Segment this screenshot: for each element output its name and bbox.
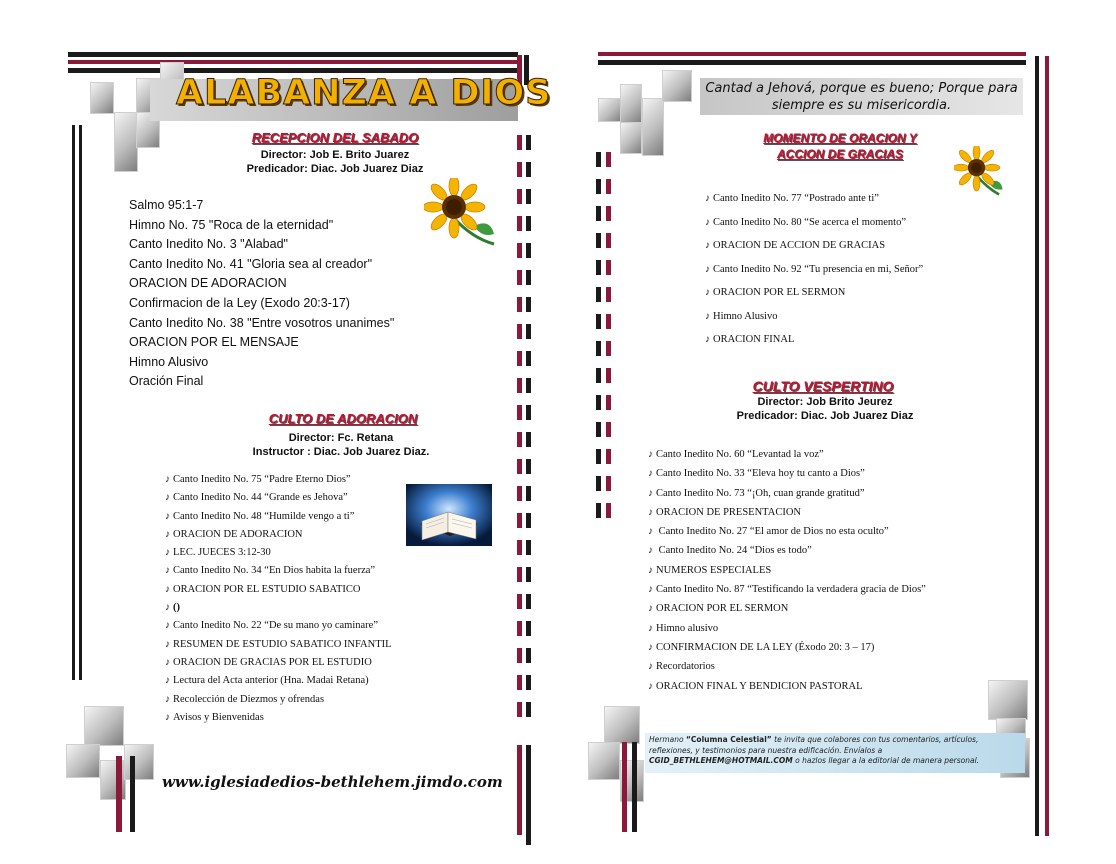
footer-note [645,733,1025,773]
deco-square [124,744,154,780]
music-note-icon: ♪ [165,565,170,577]
sunflower-icon [424,178,498,248]
list-item: ♪ Lectura del Acta anterior (Hna. Madai Retana) [165,675,369,687]
music-note-icon: ♪ [165,638,170,650]
list-item: ♪ ORACION FINAL [705,334,795,345]
list-item: ♪ Himno alusivo [648,622,719,634]
deco-square [114,112,138,172]
list-item: ♪ Canto Inedito No. 44 “Grande es Jehova” [165,492,348,504]
music-note-icon: ♪ [705,193,710,204]
list-item: ♪ Canto Inedito No. 80 “Se acerca el momento” [705,216,907,228]
adoracion-instructor: Instructor : Diac. Job Juarez Diaz. [252,446,430,458]
music-note-icon: ♪ [648,622,653,634]
list-item: ♪ Canto Inedito No. 60 “Levantad la voz” [648,449,824,460]
banner-title: ALABANZA A DIOS [176,73,552,113]
left-edge-bar-2 [79,125,82,680]
music-note-icon: ♪ [648,680,653,692]
music-note-icon: ♪ [165,474,170,485]
music-note-icon: ♪ [648,564,653,576]
list-item: ♪ Recolección de Diezmos y ofrendas [165,693,325,705]
music-note-icon: ♪ [165,602,170,614]
music-note-icon: ♪ [648,526,653,538]
music-note-icon: ♪ [705,216,710,228]
music-note-icon: ♪ [165,693,170,705]
list-item: ♪ Canto Inedito No. 24 “Dios es todo” [648,545,812,557]
deco-square [598,98,622,122]
quote-box [700,78,1023,115]
music-note-icon: ♪ [165,547,170,559]
oracion-title-2: ACCION DE GRACIAS [776,147,903,161]
music-note-icon: ♪ [648,506,653,518]
deco-square [620,84,642,124]
list-item: ♪ Himno Alusivo [705,310,778,322]
list-item: ♪ ORACION DE ADORACION [165,528,303,540]
website-link[interactable]: www.iglesiadedios-bethlehem.jimdo.com [162,773,503,791]
deco-square [988,680,1028,720]
bottom-right-bar-2 [632,742,637,832]
deco-square [588,742,620,780]
footer-text-2: o hazlos llegar a la editorial de manera personal. [795,756,980,765]
music-note-icon: ♪ [648,641,653,653]
list-item: Canto Inedito No. 41 "Gloria sea al creador" [129,256,373,271]
list-item: Oración Final [129,374,204,389]
music-note-icon: ♪ [165,583,170,595]
bottom-left-bar [116,756,122,832]
list-item: ORACION POR EL MENSAJE [129,335,299,350]
footer-brand: “Columna Celestial” [685,735,772,744]
vespertino-title: CULTO VESPERTINO [752,378,894,394]
list-item: ♪ Canto Inedito No. 27 “El amor de Dios no esta oculto” [648,526,889,538]
list-item: ♪ ORACION DE PRESENTACION [648,506,801,518]
bible-image [406,484,492,546]
list-item: ♪ Canto Inedito No. 22 “De su mano yo caminare” [165,620,378,632]
right-edge-bar [1035,56,1039,836]
vespertino-predicador: Predicador: Diac. Job Juarez Diaz [736,410,914,422]
deco-square [84,706,124,746]
sabado-director: Director: Job E. Brito Juarez [260,149,410,161]
right-edge-bar-2 [1045,56,1049,836]
list-item: ♪ ORACION POR EL SERMON [648,603,789,615]
music-note-icon: ♪ [648,545,653,557]
list-item: ♪ Canto Inedito No. 75 “Padre Eterno Dios” [165,474,351,485]
footer-text-1: te invita que colabores con tus comentarios, artículos, reflexiones, y testimonios para nuestra edificación. Envíalos a [649,735,979,755]
music-note-icon: ♪ [648,603,653,615]
list-item: ♪ Canto Inedito No. 77 “Postrado ante ti” [705,193,879,204]
music-note-icon: ♪ [705,334,710,345]
music-note-icon: ♪ [705,240,710,251]
music-note-icon: ♪ [165,510,170,522]
list-item: ♪ ORACION POR EL SERMON [705,287,846,298]
deco-square [642,98,664,156]
oracion-title-1: MOMENTO DE ORACION Y [763,131,917,145]
list-item: Salmo 95:1-7 [129,198,204,212]
left-top-bar-maroon [68,60,518,64]
list-item: Confirmacion de la Ley (Exodo 20:3-17) [129,295,350,310]
left-top-bar-dark [68,52,518,57]
list-item: ♪ ORACION FINAL Y BENDICION PASTORAL [648,680,863,692]
music-note-icon: ♪ [648,584,653,596]
deco-square [100,760,126,800]
music-note-icon: ♪ [705,287,710,298]
oracion-list [705,187,923,352]
list-item: Himno No. 75 "Roca de la eternidad" [129,217,334,232]
music-note-icon: ♪ [165,675,170,687]
left-edge-bar [72,125,75,680]
deco-square [662,70,692,102]
music-note-icon: ♪ [648,661,653,673]
footer-prefix: Hermano [649,735,684,744]
deco-square [90,82,114,114]
adoracion-director: Director: Fc. Retana [288,432,394,444]
list-item: Canto Inedito No. 38 "Entre vosotros unanimes" [129,315,395,330]
music-note-icon: ♪ [648,449,653,460]
music-note-icon: ♪ [705,310,710,322]
music-note-icon: ♪ [648,487,653,499]
right-top-bar-maroon [598,52,1026,56]
quote-text: Cantad a Jehová, porque es bueno; Porque para siempre es su misericordia. [705,81,1018,113]
deco-square [620,122,642,154]
bottom-left-bar-2 [130,756,135,832]
list-item: ♪ Canto Inedito No. 73 “¡Oh, cuan grande gratitud” [648,487,865,499]
sabado-list [129,196,394,392]
deco-square [66,744,100,778]
sunflower-icon [954,146,1006,198]
list-item: ♪ Avisos y Bienvenidas [165,711,264,723]
right-top-bar-dark [598,60,1026,65]
music-note-icon: ♪ [165,492,170,504]
list-item: ♪ () [165,602,180,614]
music-note-icon: ♪ [165,711,170,723]
music-note-icon: ♪ [165,528,170,540]
list-item: ♪ Recordatorios [648,661,715,673]
list-item: Himno Alusivo [129,354,209,369]
music-note-icon: ♪ [165,656,170,668]
deco-square [604,706,640,744]
list-item: ORACION DE ADORACION [129,276,287,291]
list-item: ♪ LEC. JUECES 3:12-30 [165,547,271,559]
bottom-right-bar [622,742,627,832]
list-item: ♪ CONFIRMACION DE LA LEY (Éxodo 20: 3 – 17) [648,641,875,653]
list-item: ♪ Canto Inedito No. 92 “Tu presencia en mi, Señor” [705,263,924,275]
vespertino-director: Director: Job Brito Jeurez [757,396,893,408]
list-item: ♪ Canto Inedito No. 34 “En Dios habita la fuerza” [165,565,376,577]
music-note-icon: ♪ [165,620,170,632]
list-item: ♪ Canto Inedito No. 87 “Testificando la verdadera gracia de Dios” [648,584,926,596]
list-item: ♪ Canto Inedito No. 33 “Eleva hoy tu canto a Dios” [648,468,865,480]
list-item: Canto Inedito No. 3 "Alabad" [129,237,288,252]
list-item: ♪ ORACION DE GRACIAS POR EL ESTUDIO [165,656,372,668]
music-note-icon: ♪ [705,263,710,275]
list-item: ♪ RESUMEN DE ESTUDIO SABATICO INFANTIL [165,638,392,650]
sabado-predicador: Predicador: Diac. Job Juarez Diaz [246,163,424,175]
vespertino-list [648,445,926,696]
list-item: ♪ NUMEROS ESPECIALES [648,564,772,576]
adoracion-list [165,471,392,727]
list-item: ♪ ORACION DE ACCION DE GRACIAS [705,240,886,251]
list-item: ♪ Canto Inedito No. 48 “Humilde vengo a ti” [165,510,355,522]
footer-email[interactable]: CGID_BETHLEHEM@HOTMAIL.COM [649,756,793,765]
adoracion-title: CULTO DE ADORACION [268,411,418,426]
list-item: ♪ ORACION POR EL ESTUDIO SABATICO [165,583,361,595]
music-note-icon: ♪ [648,468,653,480]
sabado-title: RECEPCION DEL SABADO [251,130,419,145]
